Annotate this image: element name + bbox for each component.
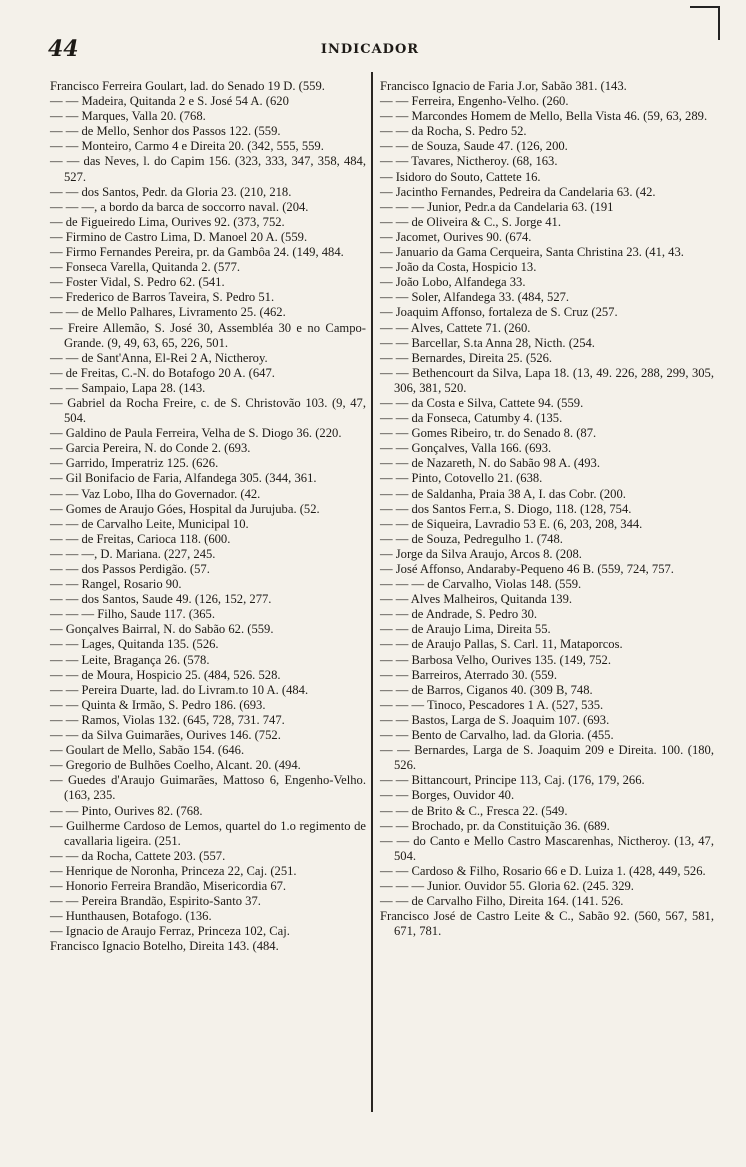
directory-entry: — — —, D. Mariana. (227, 245. [50,546,216,561]
directory-entry: — — Bethencourt da Silva, Lapa 18. (13, 49. 226, 288, 299, 305, 306, 381, 520. [380,365,714,395]
directory-entry: — Isidoro do Souto, Cattete 16. [380,169,541,184]
directory-entry: — Frederico de Barros Taveira, S. Pedro 51. [50,290,275,305]
directory-entry: — Hunthausen, Botafogo. (136. [50,909,212,924]
directory-entry: — — da Fonseca, Catumby 4. (135. [380,411,563,426]
directory-entry: — Jorge da Silva Araujo, Arcos 8. (208. [380,546,582,561]
directory-entry: — — Barcellar, S.ta Anna 28, Nicth. (254. [380,335,595,350]
directory-entry: — — de Mello, Senhor dos Passos 122. (559. [50,124,281,139]
directory-entry: — — Pereira Brandão, Espirito-Santo 37. [50,894,261,909]
directory-entry: Francisco Ferreira Goulart, lad. do Senado 19 D. (559. [50,79,325,93]
directory-entry: — — Tavares, Nictheroy. (68, 163. [380,154,558,169]
corner-mark-vertical [718,6,720,40]
directory-entry: — — Bento de Carvalho, lad. da Gloria. (455. [380,728,614,743]
directory-entry: — — Alves Malheiros, Quitanda 139. [380,592,573,607]
directory-entry: — — — Junior. Ouvidor 55. Gloria 62. (245. 329. [380,878,634,893]
directory-entry: — — Marcondes Homem de Mello, Bella Vista 46. (59, 63, 289. [380,109,708,124]
directory-entry: — — Pinto, Cotovello 21. (638. [380,471,543,486]
directory-entry: — — dos Santos Ferr.a, S. Diogo, 118. (128, 754. [380,501,632,516]
directory-entry: — — de Barros, Ciganos 40. (309 B, 748. [380,682,593,697]
directory-entry: — Freire Allemão, S. José 30, Assembléa 30 e no Campo-Grande. (9, 49, 63, 65, 226, 501. [50,320,366,350]
directory-entry: — — Gonçalves, Valla 166. (693. [380,441,552,456]
directory-entry: — — dos Santos, Pedr. da Gloria 23. (210, 218. [50,184,292,199]
column-divider [371,72,373,1112]
directory-entry: Francisco Ignacio de Faria J.or, Sabão 381. (143. [380,79,627,93]
directory-entry: — Galdino de Paula Ferreira, Velha de S. Diogo 36. (220. [50,426,342,441]
directory-entry: — — Quinta & Irmão, S. Pedro 186. (693. [50,697,266,712]
directory-entry: — — do Canto e Mello Castro Mascarenhas, Nictheroy. (13, 47, 504. [380,833,714,863]
directory-entry: — — de Moura, Hospicio 25. (484, 526. 528. [50,667,281,682]
directory-entry: Francisco José de Castro Leite & C., Sabão 92. (560, 567, 581, 671, 781. [380,909,714,939]
directory-entry: — — dos Passos Perdigão. (57. [50,562,210,576]
directory-entry: — — Ferreira, Engenho-Velho. (260. [380,94,569,109]
directory-entry: — — da Silva Guimarães, Ourives 146. (752. [50,728,281,743]
directory-entry: — Gil Bonifacio de Faria, Alfandega 305. (344, 361. [50,471,317,486]
directory-entry: — — de Carvalho Leite, Municipal 10. [50,516,249,531]
directory-entry: — — Ramos, Violas 132. (645, 728, 731. 747. [50,712,285,727]
directory-entry: — — Lages, Quitanda 135. (526. [50,637,219,652]
directory-entry: — — de Araujo Pallas, S. Carl. 11, Mataporcos. [380,637,623,652]
directory-entry: — — da Costa e Silva, Cattete 94. (559. [380,395,584,410]
directory-entry: — — de Souza, Saude 47. (126, 200. [380,139,568,154]
page-header [40,36,700,66]
directory-entry: — — de Siqueira, Lavradio 53 E. (6, 203, 208, 344. [380,516,643,531]
directory-entry: — João da Costa, Hospicio 13. [380,260,537,275]
directory-entry: — — de Sant'Anna, El-Rei 2 A, Nictheroy. [50,350,268,365]
directory-entry: — — Pereira Duarte, lad. do Livram.to 10 A. (484. [50,682,309,697]
directory-entry: — — Marques, Valla 20. (768. [50,109,206,124]
page-number: 44 [48,36,79,62]
directory-entry: — Januario da Gama Cerqueira, Santa Christina 23. (41, 43. [380,245,684,260]
directory-entry: — Gabriel da Rocha Freire, c. de S. Christovão 103. (9, 47, 504. [50,395,366,426]
directory-entry: — Jacomet, Ourives 90. (674. [380,229,532,244]
directory-entry: — — Alves, Cattete 71. (260. [380,320,531,335]
directory-entry: — — Rangel, Rosario 90. [50,577,182,592]
directory-entry: — — Madeira, Quitanda 2 e S. José 54 A. (620 [50,94,289,109]
directory-entry: — Guedes d'Araujo Guimarães, Mattoso 6, Engenho-Velho. (163, 235. [50,773,366,803]
directory-entry: — João Lobo, Alfandega 33. [380,275,526,290]
directory-entry: — — Bernardes, Larga de S. Joaquim 209 e Direita. 100. (180, 526. [380,743,714,773]
directory-entry: — — Sampaio, Lapa 28. (143. [50,380,206,395]
directory-entry: — — de Brito & C., Fresca 22. (549. [380,803,568,818]
directory-entry: — — Bernardes, Direita 25. (526. [380,350,553,365]
right-column [380,79,714,939]
directory-entry: — Gregorio de Bulhões Coelho, Alcant. 20. (494. [50,758,301,773]
directory-entry: — — Vaz Lobo, Ilha do Governador. (42. [50,486,261,501]
directory-entry: — — Pinto, Ourives 82. (768. [50,803,203,818]
directory-entry: — José Affonso, Andaraby-Pequeno 46 B. (559, 724, 757. [380,562,674,576]
directory-entry: — — Barbosa Velho, Ourives 135. (149, 752. [380,652,611,667]
directory-entry: — — de Saldanha, Praia 38 A, I. das Cobr. (200. [380,486,626,501]
page-title: INDICADOR [320,42,420,57]
directory-entry: — — dos Santos, Saude 49. (126, 152, 277. [50,592,272,607]
directory-entry: — — — Filho, Saude 117. (365. [50,607,215,622]
directory-entry: — — — Tinoco, Pescadores 1 A. (527, 535. [380,697,604,712]
directory-entry: — — Cardoso & Filho, Rosario 66 e D. Luiza 1. (428, 449, 526. [380,863,706,878]
directory-entry: — — Monteiro, Carmo 4 e Direita 20. (342, 555, 559. [50,139,324,154]
directory-entry: — — Borges, Ouvidor 40. [380,788,515,803]
directory-entry: — Gonçalves Bairral, N. do Sabão 62. (559. [50,622,274,637]
directory-entry: — — —, a bordo da barca de soccorro naval. (204. [50,199,309,214]
directory-entry: — Goulart de Mello, Sabão 154. (646. [50,743,245,758]
directory-entry: — — de Carvalho Filho, Direita 164. (141. 526. [380,894,624,909]
directory-entry: — — da Rocha, S. Pedro 52. [380,124,527,139]
directory-entry: — — de Mello Palhares, Livramento 25. (462. [50,305,286,320]
directory-entry: — — Bittancourt, Principe 113, Caj. (176, 179, 266. [380,773,645,788]
directory-entry: — — de Souza, Pedregulho 1. (748. [380,531,563,546]
directory-entry: — Jacintho Fernandes, Pedreira da Candelaria 63. (42. [380,184,656,199]
directory-entry: — Foster Vidal, S. Pedro 62. (541. [50,275,225,290]
directory-entry: — Garrido, Imperatriz 125. (626. [50,456,219,471]
directory-entry: — — de Oliveira & C., S. Jorge 41. [380,214,561,229]
directory-entry: — — de Araujo Lima, Direita 55. [380,622,551,637]
left-column [50,79,366,954]
directory-entry: — de Freitas, C.-N. do Botafogo 20 A. (647. [50,365,275,380]
corner-mark [690,6,720,8]
directory-entry: — — das Neves, l. do Capim 156. (323, 333, 347, 358, 484, 527. [50,154,366,184]
directory-entry: — Garcia Pereira, N. do Conde 2. (693. [50,441,251,456]
directory-entry: — Firmino de Castro Lima, D. Manoel 20 A. (559. [50,229,308,244]
directory-entry: — — de Freitas, Carioca 118. (600. [50,531,231,546]
directory-entry: — — da Rocha, Cattete 203. (557. [50,848,226,863]
directory-entry: — Honorio Ferreira Brandão, Misericordia 67. [50,878,287,893]
directory-entry: — Ignacio de Araujo Ferraz, Princeza 102, Caj. [50,924,290,939]
directory-entry: — — Bastos, Larga de S. Joaquim 107. (693. [380,712,610,727]
directory-entry: — — Barreiros, Aterrado 30. (559. [380,667,557,682]
directory-entry: — — de Nazareth, N. do Sabão 98 A. (493. [380,456,600,471]
directory-entry: — — Soler, Alfandega 33. (484, 527. [380,290,570,305]
directory-entry: — — de Andrade, S. Pedro 30. [380,607,538,622]
directory-entry: — — — de Carvalho, Violas 148. (559. [380,577,582,592]
directory-entry: — Joaquim Affonso, fortaleza de S. Cruz (257. [380,305,618,320]
directory-entry: — — Leite, Bragança 26. (578. [50,652,210,667]
directory-entry: — — Brochado, pr. da Constituição 36. (689. [380,818,610,833]
directory-entry: — Fonseca Varella, Quitanda 2. (577. [50,260,241,275]
directory-entry: — de Figueiredo Lima, Ourives 92. (373, 752. [50,214,285,229]
directory-entry: — Guilherme Cardoso de Lemos, quartel do 1.o regimento de cavallaria ligeira. (251. [50,818,366,848]
directory-entry: Francisco Ignacio Botelho, Direita 143. (484. [50,939,279,954]
directory-entry: — Firmo Fernandes Pereira, pr. da Gambôa 24. (149, 484. [50,245,344,260]
directory-entry: — Gomes de Araujo Góes, Hospital da Jurujuba. (52. [50,501,320,516]
directory-entry: — — — Junior, Pedr.a da Candelaria 63. (191 [380,199,614,214]
directory-entry: — Henrique de Noronha, Princeza 22, Caj. (251. [50,863,297,878]
directory-entry: — — Gomes Ribeiro, tr. do Senado 8. (87. [380,426,597,441]
